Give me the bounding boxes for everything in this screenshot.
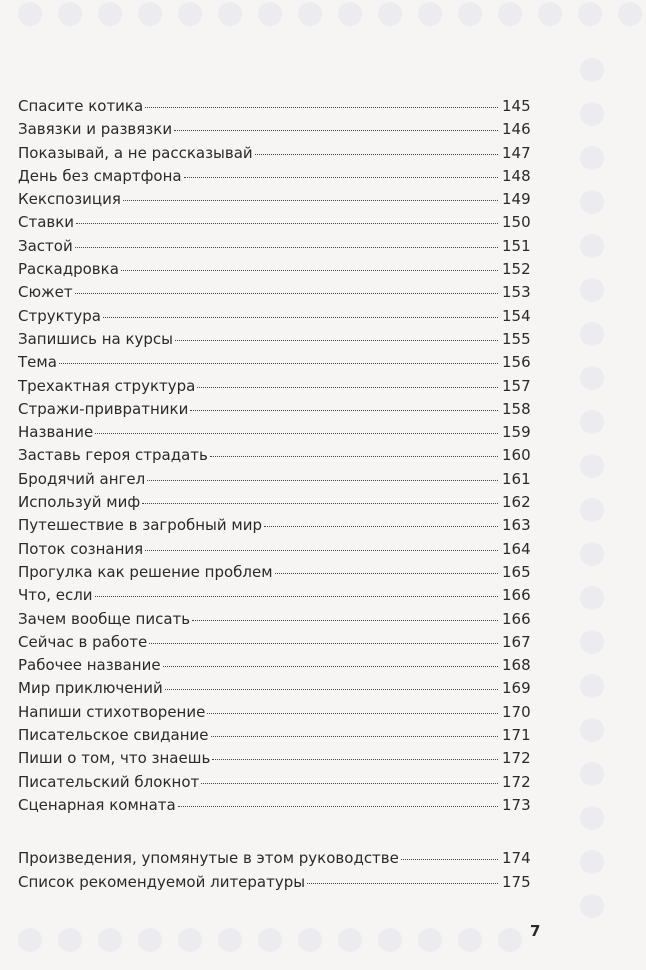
pattern-dot [98, 928, 122, 952]
toc-entry-title: Писательское свидание [18, 726, 209, 745]
pattern-dot [580, 894, 604, 918]
toc-entry [18, 794, 534, 817]
toc-entry-title: Завязки и развязки [18, 120, 173, 139]
toc-entry-page: 160 [502, 446, 531, 465]
pattern-dot [58, 928, 82, 952]
toc-entry-title: Структура [18, 306, 101, 325]
toc-entry-title: Раскадровка [18, 260, 119, 279]
toc-entry-title: Поток сознания [18, 539, 144, 558]
toc-entry-page: 154 [502, 306, 531, 325]
toc-entry [18, 351, 534, 374]
toc-entry [18, 514, 534, 537]
pattern-dot [618, 2, 642, 26]
dot-leader [123, 200, 498, 201]
pattern-dot [580, 278, 604, 302]
dot-leader [76, 223, 498, 224]
dot-leader [95, 596, 498, 597]
toc-entry-page: 168 [502, 656, 531, 675]
toc-entry-title: Сценарная комната [18, 795, 176, 814]
toc-entry [18, 631, 534, 654]
dot-leader [95, 433, 498, 434]
toc-entry [18, 165, 534, 188]
dot-leader [165, 689, 498, 690]
toc-entry-page: 145 [502, 97, 531, 115]
toc-entry-page: 173 [502, 795, 531, 814]
dot-leader [145, 550, 498, 551]
pattern-dot [580, 146, 604, 170]
dot-leader [175, 340, 498, 341]
toc-entry [18, 654, 534, 677]
pattern-dot [98, 2, 122, 26]
pattern-dot [298, 928, 322, 952]
toc-entry-page: 153 [502, 283, 531, 302]
pattern-dot [378, 928, 402, 952]
toc-entry-title: День без смартфона [18, 166, 182, 185]
toc-entry-title: Название [18, 423, 94, 442]
toc-entry-page: 146 [502, 120, 531, 139]
dot-leader [147, 480, 498, 481]
toc-entry-page: 157 [502, 376, 531, 395]
toc-entry-title: Тема [18, 353, 57, 372]
pattern-dot [580, 190, 604, 214]
toc-entry-title: Прогулка как решение проблем [18, 562, 273, 581]
pattern-dot [580, 234, 604, 258]
toc-entry-page: 171 [502, 726, 531, 745]
toc-entry [18, 258, 534, 281]
dot-leader [197, 387, 498, 388]
table-of-contents [18, 95, 534, 894]
toc-entry-page: 169 [502, 679, 531, 698]
toc-entry [18, 747, 534, 770]
pattern-dot [218, 2, 242, 26]
pattern-dot [580, 366, 604, 390]
dot-leader [190, 410, 498, 411]
toc-entry-title: Заставь героя страдать [18, 446, 208, 465]
toc-entry-title: Трехактная структура [18, 376, 196, 395]
toc-entry-page: 156 [502, 353, 531, 372]
toc-entry-page: 174 [502, 849, 531, 868]
pattern-dot [458, 2, 482, 26]
pattern-dot [258, 2, 282, 26]
pattern-dot [378, 2, 402, 26]
dot-leader [178, 806, 498, 807]
toc-entry-title: Писательский блокнот [18, 772, 200, 791]
dot-leader [307, 883, 498, 884]
dot-leader [163, 666, 498, 667]
pattern-dot [580, 498, 604, 522]
toc-entry-page: 159 [502, 423, 531, 442]
dot-leader [201, 783, 498, 784]
pattern-dot [580, 586, 604, 610]
toc-entry [18, 188, 534, 211]
toc-entry-title: Сюжет [18, 283, 73, 302]
dot-leader [142, 503, 498, 504]
pattern-dot [338, 2, 362, 26]
toc-entry [18, 118, 534, 141]
pattern-dot [178, 928, 202, 952]
pattern-dot [338, 928, 362, 952]
toc-entry [18, 305, 534, 328]
toc-entry-page: 147 [502, 143, 531, 162]
pattern-dot [580, 58, 604, 82]
pattern-dot [498, 2, 522, 26]
pattern-dot [580, 762, 604, 786]
dot-leader [207, 713, 498, 714]
dot-leader [59, 363, 498, 364]
pattern-dot [580, 718, 604, 742]
toc-entry-title: Бродячий ангел [18, 469, 146, 488]
toc-entry-page: 150 [502, 213, 531, 232]
pattern-dot [138, 2, 162, 26]
pattern-dot [580, 454, 604, 478]
dot-leader [212, 759, 498, 760]
toc-entry-title: Пиши о том, что знаешь [18, 749, 211, 768]
dot-leader [75, 247, 498, 248]
pattern-dot [18, 928, 42, 952]
toc-entry [18, 677, 534, 700]
toc-entry [18, 444, 534, 467]
toc-entry [18, 142, 534, 165]
dot-leader [210, 456, 498, 457]
dot-leader [401, 859, 498, 860]
toc-entry [18, 701, 534, 724]
toc-entry-title: Список рекомендуемой литературы [18, 872, 306, 891]
dot-leader [103, 317, 498, 318]
toc-entry-title: Спасите котика [18, 97, 144, 115]
toc-entry [18, 584, 534, 607]
pattern-dot [218, 928, 242, 952]
pattern-dot [298, 2, 322, 26]
toc-entry-title: Произведения, упомянутые в этом руководстве [18, 849, 399, 868]
toc-entry [18, 608, 534, 631]
toc-entry-title: Запишись на курсы [18, 329, 174, 348]
toc-entry-title: Путешествие в загробный мир [18, 516, 263, 535]
toc-entry [18, 281, 534, 304]
toc-entry-page: 166 [502, 609, 531, 628]
pattern-dot [458, 928, 482, 952]
pattern-dot [580, 674, 604, 698]
toc-entry-page: 158 [502, 399, 531, 418]
toc-entry-page: 167 [502, 632, 531, 651]
toc-entry [18, 421, 534, 444]
toc-entry-page: 151 [502, 236, 531, 255]
toc-entry-title: Мир приключений [18, 679, 163, 698]
pattern-dot [18, 2, 42, 26]
dot-leader [275, 573, 498, 574]
toc-entry-page: 149 [502, 190, 531, 209]
toc-entry-page: 152 [502, 260, 531, 279]
toc-entry-title: Используй миф [18, 493, 141, 512]
toc-entry-title: Сейчас в работе [18, 632, 148, 651]
toc-entry-page: 172 [502, 772, 531, 791]
pattern-dot [580, 850, 604, 874]
dot-leader [75, 293, 498, 294]
dot-leader [255, 154, 498, 155]
pattern-dot [580, 410, 604, 434]
pattern-dot [580, 102, 604, 126]
toc-entry [18, 328, 534, 351]
dot-leader [145, 107, 498, 108]
toc-entry-title: Ставки [18, 213, 75, 232]
toc-entry-page: 170 [502, 702, 531, 721]
toc-entry-page: 162 [502, 493, 531, 512]
pattern-dot [578, 2, 602, 26]
toc-entry-title: Застой [18, 236, 73, 255]
toc-entry [18, 398, 534, 421]
toc-entry [18, 235, 534, 258]
toc-entry-title: Напиши стихотворение [18, 702, 206, 721]
pattern-dot [538, 2, 562, 26]
toc-entry [18, 375, 534, 398]
pattern-dot [580, 630, 604, 654]
toc-entry-page: 164 [502, 539, 531, 558]
toc-entry [18, 847, 534, 870]
toc-entry-page: 166 [502, 586, 531, 605]
toc-entry-page: 148 [502, 166, 531, 185]
dot-leader [211, 736, 498, 737]
toc-entry-page: 175 [502, 872, 531, 891]
pattern-dot [580, 806, 604, 830]
pattern-dot [580, 542, 604, 566]
pattern-dot [58, 2, 82, 26]
page-number: 7 [530, 922, 541, 940]
toc-entry [18, 211, 534, 234]
toc-entry [18, 491, 534, 514]
toc-entry-title: Что, если [18, 586, 93, 605]
toc-entry [18, 468, 534, 491]
dot-leader [174, 130, 498, 131]
pattern-dot [178, 2, 202, 26]
toc-entry [18, 724, 534, 747]
toc-entry [18, 538, 534, 561]
dot-leader [264, 526, 498, 527]
toc-entry-page: 165 [502, 562, 531, 581]
toc-entry-title: Рабочее название [18, 656, 161, 675]
pattern-dot [138, 928, 162, 952]
pattern-dot [258, 928, 282, 952]
toc-entry [18, 871, 534, 894]
toc-entry-page: 163 [502, 516, 531, 535]
pattern-dot [580, 322, 604, 346]
toc-entry-title: Стражи-привратники [18, 399, 189, 418]
dot-leader [149, 643, 498, 644]
section-gap [18, 817, 534, 847]
toc-entry [18, 771, 534, 794]
dot-leader [192, 620, 498, 621]
dot-leader [184, 177, 498, 178]
pattern-dot [418, 928, 442, 952]
toc-entry-page: 161 [502, 469, 531, 488]
toc-entry-title: Кекспозиция [18, 190, 121, 209]
pattern-dot [498, 928, 522, 952]
toc-entry [18, 561, 534, 584]
toc-entry-page: 172 [502, 749, 531, 768]
pattern-dot [418, 2, 442, 26]
dot-leader [121, 270, 498, 271]
toc-entry-title: Зачем вообще писать [18, 609, 191, 628]
toc-entry [18, 95, 534, 118]
toc-entry-page: 155 [502, 329, 531, 348]
toc-entry-title: Показывай, а не рассказывай [18, 143, 253, 162]
